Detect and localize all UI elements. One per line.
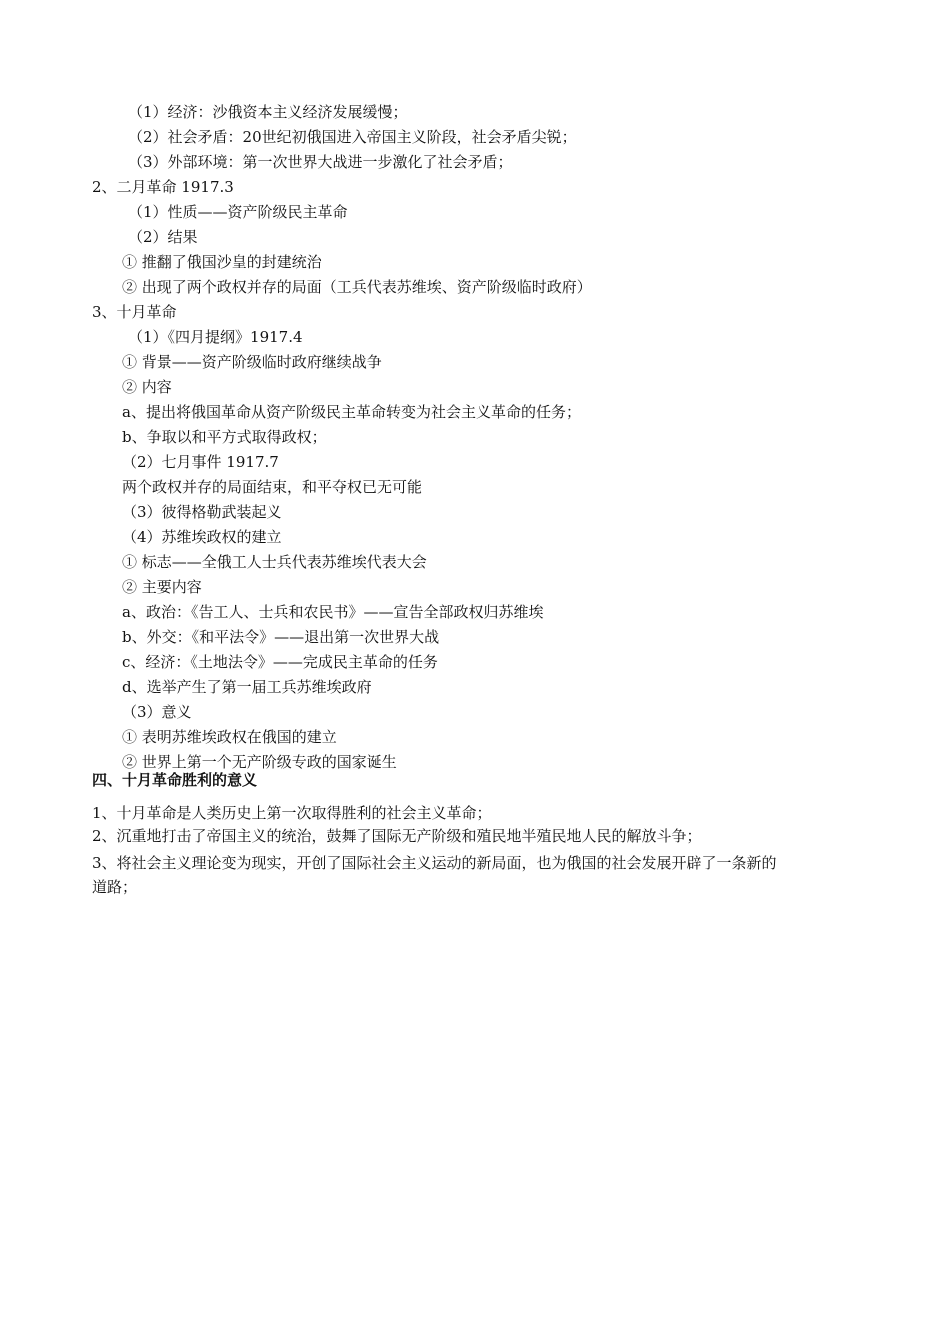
text-line: ① 表明苏维埃政权在俄国的建立 xyxy=(122,728,337,746)
text-line: （4）苏维埃政权的建立 xyxy=(122,528,282,546)
text-line: （2）社会矛盾：20世纪初俄国进入帝国主义阶段，社会矛盾尖锐； xyxy=(128,128,577,146)
text-line: ② 出现了两个政权并存的局面（工兵代表苏维埃、资产阶级临时政府） xyxy=(122,278,592,296)
text-line: （1）《四月提纲》1917.4 xyxy=(128,328,303,346)
text-line: ① 背景——资产阶级临时政府继续战争 xyxy=(122,353,382,371)
text-line: b、争取以和平方式取得政权； xyxy=(122,428,327,446)
text-line: ② 世界上第一个无产阶级专政的国家诞生 xyxy=(122,753,397,771)
text-line: ② 主要内容 xyxy=(122,578,202,596)
text-line: 3、将社会主义理论变为现实，开创了国际社会主义运动的新局面，也为俄国的社会发展开辟了一条新的 xyxy=(92,854,777,872)
text-line: 道路； xyxy=(92,878,138,896)
text-line: （3）意义 xyxy=(122,703,192,721)
text-line: d、选举产生了第一届工兵苏维埃政府 xyxy=(122,678,372,696)
text-line: （3）外部环境：第一次世界大战进一步激化了社会矛盾； xyxy=(128,153,513,171)
text-line: 1、十月革命是人类历史上第一次取得胜利的社会主义革命； xyxy=(92,804,492,822)
text-line: b、外交：《和平法令》——退出第一次世界大战 xyxy=(122,628,440,646)
text-line: （3）彼得格勒武装起义 xyxy=(122,503,282,521)
text-line: （1）经济：沙俄资本主义经济发展缓慢； xyxy=(128,103,408,121)
text-line: ② 内容 xyxy=(122,378,172,396)
section-title: 四、十月革命胜利的意义 xyxy=(92,771,258,789)
text-line: a、提出将俄国革命从资产阶级民主革命转变为社会主义革命的任务； xyxy=(122,403,581,421)
text-line: （2）结果 xyxy=(128,228,198,246)
text-line: c、经济：《土地法令》——完成民主革命的任务 xyxy=(122,653,438,671)
text-line: 2、沉重地打击了帝国主义的统治，鼓舞了国际无产阶级和殖民地半殖民地人民的解放斗争； xyxy=(92,827,702,845)
text-line: a、政治：《告工人、士兵和农民书》——宣告全部政权归苏维埃 xyxy=(122,603,544,621)
text-line: （1）性质——资产阶级民主革命 xyxy=(128,203,348,221)
section-heading: 2、二月革命 1917.3 xyxy=(92,178,234,196)
text-line: ① 推翻了俄国沙皇的封建统治 xyxy=(122,253,322,271)
text-line: （2）七月事件 1917.7 xyxy=(122,453,279,471)
text-line: ① 标志——全俄工人士兵代表苏维埃代表大会 xyxy=(122,553,427,571)
text-line: 两个政权并存的局面结束，和平夺权已无可能 xyxy=(122,478,423,496)
section-heading: 3、十月革命 xyxy=(92,303,177,321)
